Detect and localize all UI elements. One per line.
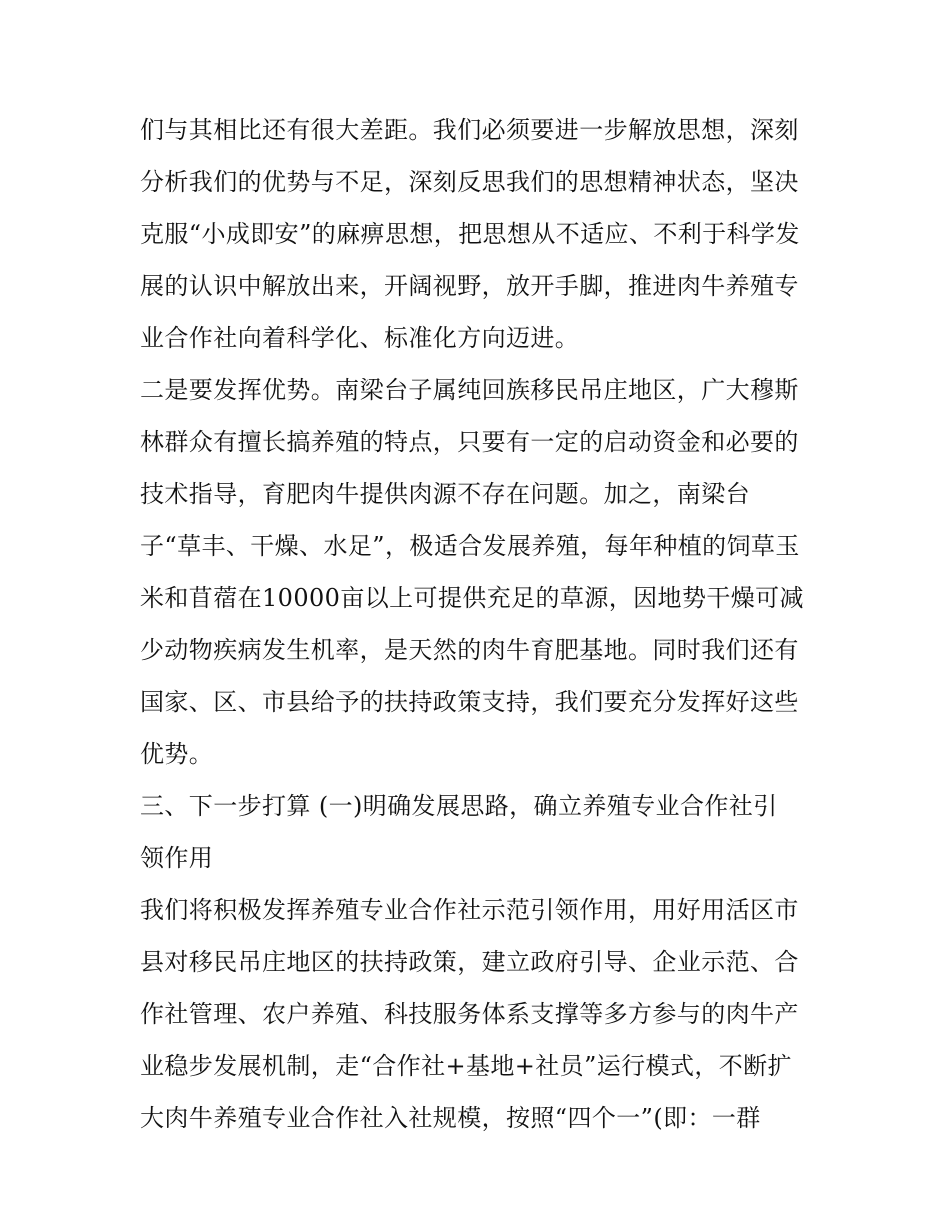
text-line: 分析我们的优势与不足，深刻反思我们的思想精神状态，坚决 (140, 168, 799, 196)
text-line: 三、下一步打算 (一)明确发展思路，确立养殖专业合作社引 (140, 792, 778, 820)
text-line: 子“草丰、干燥、水足”，极适合发展养殖，每年种植的饲草玉 (140, 532, 800, 560)
text-line: 米和苜蓿在10000亩以上可提供充足的草源，因地势干燥可减 (140, 584, 804, 612)
text-line: 展的认识中解放出来，开阔视野，放开手脚，推进肉牛养殖专 (140, 272, 799, 300)
text-line: 优势。 (140, 740, 214, 768)
text-line: 领作用 (140, 844, 214, 872)
text-line: 二是要发挥优势。南梁台子属纯回族移民吊庄地区，广大穆斯 (140, 376, 799, 404)
text-line: 们与其相比还有很大差距。我们必须要进一步解放思想，深刻 (140, 116, 799, 144)
text-line: 县对移民吊庄地区的扶持政策，建立政府引导、企业示范、合 (140, 948, 799, 976)
document-body (140, 104, 820, 1144)
text-line: 我们将积极发挥养殖专业合作社示范引领作用，用好用活区市 (140, 896, 799, 924)
text-line: 作社管理、农户养殖、科技服务体系支撑等多方参与的肉牛产 (140, 1000, 799, 1028)
text-line: 业合作社向着科学化、标准化方向迈进。 (140, 324, 580, 352)
text-line: 技术指导，育肥肉牛提供肉源不存在问题。加之，南梁台 (140, 480, 750, 508)
text-line: 克服“小成即安”的麻痹思想，把思想从不适应、不利于科学发 (140, 220, 800, 248)
text-line: 国家、区、市县给予的扶持政策支持，我们要充分发挥好这些 (140, 688, 799, 716)
text-line: 业稳步发展机制，走“合作社+基地+社员”运行模式，不断扩 (140, 1052, 792, 1080)
text-line: 少动物疾病发生机率，是天然的肉牛育肥基地。同时我们还有 (140, 636, 799, 664)
text-line: 大肉牛养殖专业合作社入社规模，按照“四个一”(即：一群 (140, 1104, 761, 1132)
text-line: 林群众有擅长搞养殖的特点，只要有一定的启动资金和必要的 (140, 428, 799, 456)
